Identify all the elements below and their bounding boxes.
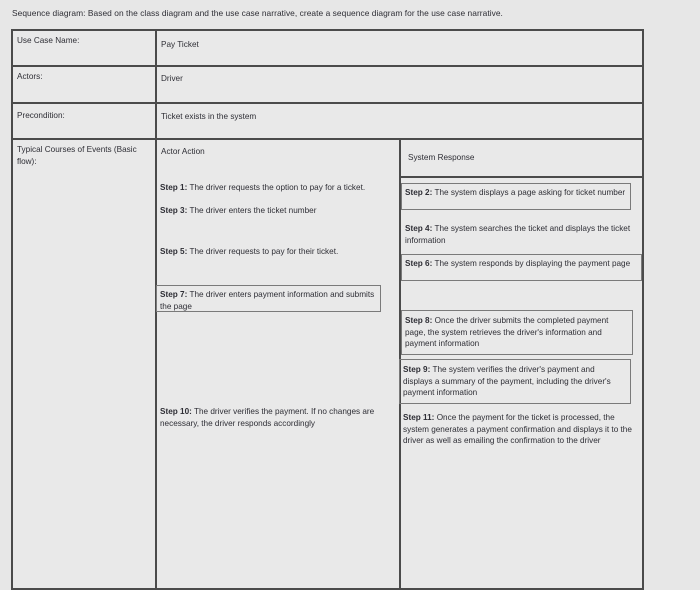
step-10-number: Step 10: xyxy=(160,407,192,416)
actors-value-cell xyxy=(155,65,644,104)
step-1 xyxy=(160,182,400,194)
step-7-outline xyxy=(156,285,381,312)
step-8-number: Step 8: xyxy=(405,316,433,325)
use-case-value-cell xyxy=(155,29,644,67)
step-10-text: The driver verifies the payment. If no changes are necessary, the driver responds accordingly xyxy=(160,407,375,428)
events-label-cell xyxy=(11,138,157,590)
use-case-label: Use Case Name: xyxy=(17,36,80,45)
step-5 xyxy=(160,246,400,258)
instruction-title: Sequence diagram: Based on the class diagram and the use case narrative, create a sequence diagram for the use case narrative. xyxy=(12,8,503,18)
step-10 xyxy=(160,406,400,429)
step-2-number: Step 2: xyxy=(405,188,433,197)
events-label: Typical Courses of Events (Basic flow): xyxy=(17,145,137,166)
step-1-text: The driver requests the option to pay for a ticket. xyxy=(189,183,366,192)
step-7-number: Step 7: xyxy=(160,290,188,299)
step-11-text: Once the payment for the ticket is processed, the system generates a payment confirmation and displays it to the driver as well as emailing the confirmation to the driver xyxy=(403,413,632,445)
step-9-number: Step 9: xyxy=(403,365,431,374)
precondition-label-cell xyxy=(11,102,157,140)
step-8-text: Once the driver submits the completed payment page, the system retrieves the driver's information and payment information xyxy=(405,316,609,348)
precondition-value: Ticket exists in the system xyxy=(161,112,257,121)
step-3-text: The driver enters the ticket number xyxy=(189,206,317,215)
step-6-number: Step 6: xyxy=(405,259,433,268)
step-2-outline xyxy=(401,183,631,210)
step-4-text: The system searches the ticket and displays the ticket information xyxy=(405,224,631,245)
system-response-header: System Response xyxy=(408,153,475,162)
use-case-value: Pay Ticket xyxy=(161,40,199,49)
step-3-number: Step 3: xyxy=(160,206,188,215)
step-3 xyxy=(160,205,400,217)
step-7-text: The driver enters payment information and submits the page xyxy=(160,290,375,311)
use-case-label-cell xyxy=(11,29,157,67)
step-5-number: Step 5: xyxy=(160,247,188,256)
precondition-label: Precondition: xyxy=(17,111,65,120)
step-4 xyxy=(405,223,641,246)
precondition-value-cell xyxy=(155,102,644,140)
step-11 xyxy=(403,412,633,447)
actor-action-header: Actor Action xyxy=(161,147,205,156)
step-9-text: The system verifies the driver's payment and displays a summary of the payment, including the driver's payment information xyxy=(403,365,611,397)
actors-label-cell xyxy=(11,65,157,104)
step-6-text: The system responds by displaying the payment page xyxy=(434,259,631,268)
step-1-number: Step 1: xyxy=(160,183,188,192)
step-8-outline xyxy=(401,310,633,355)
step-5-text: The driver requests to pay for their ticket. xyxy=(189,247,339,256)
actors-value: Driver xyxy=(161,74,183,83)
step-9-outline xyxy=(399,359,631,404)
step-4-number: Step 4: xyxy=(405,224,433,233)
step-11-number: Step 11: xyxy=(403,413,435,422)
actors-label: Actors: xyxy=(17,72,43,81)
step-2-text: The system displays a page asking for ticket number xyxy=(434,188,626,197)
step-6-outline xyxy=(401,254,642,281)
